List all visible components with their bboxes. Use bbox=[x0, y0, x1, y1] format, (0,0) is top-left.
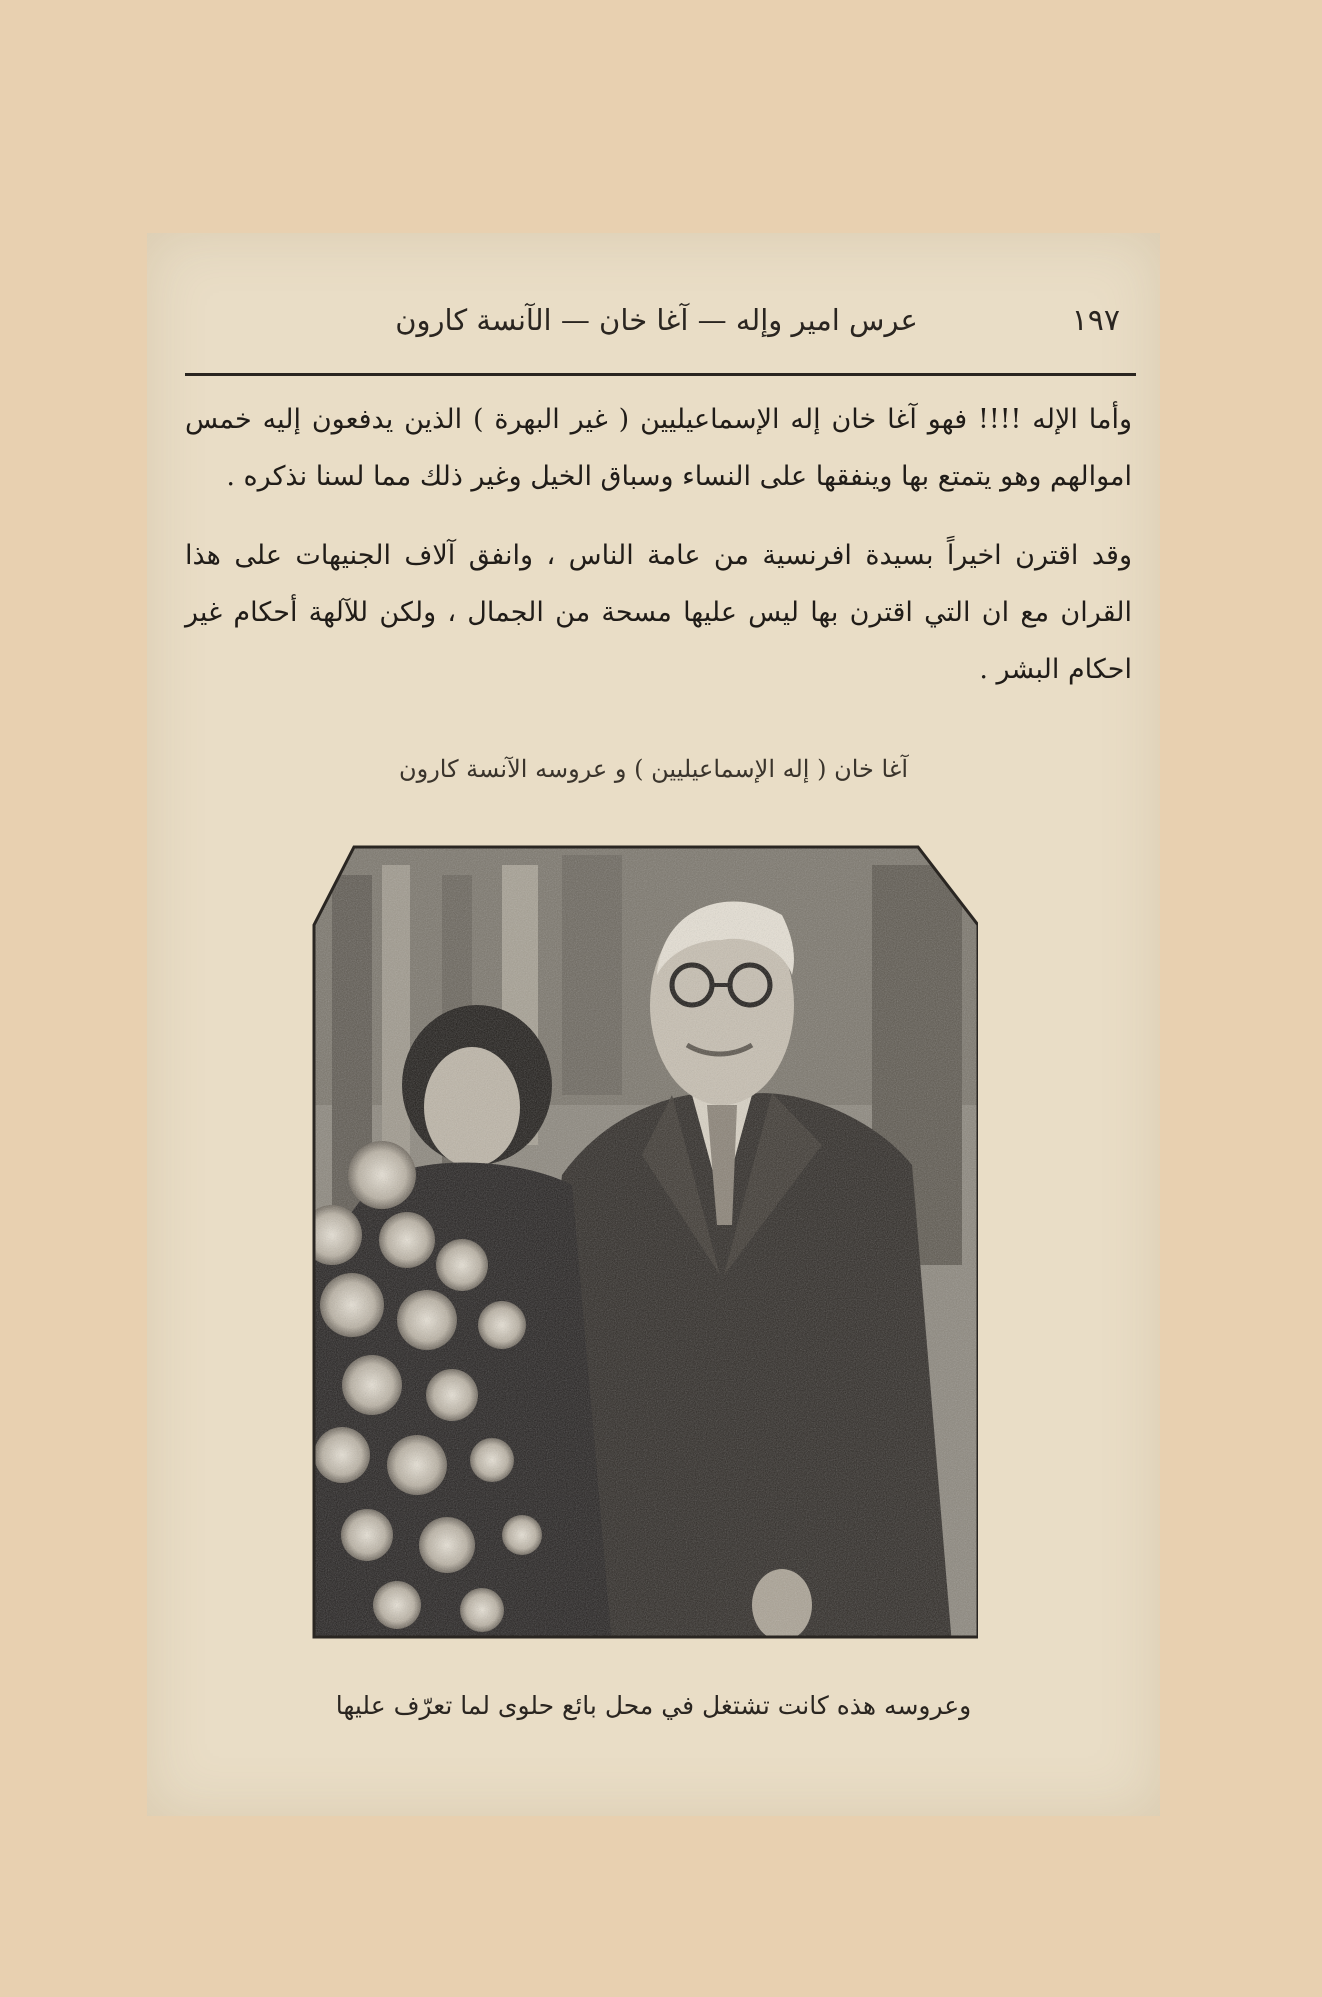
header-rule bbox=[185, 373, 1136, 376]
running-head-title: عرس امير وإله — آغا خان — الآنسة كارون bbox=[395, 303, 918, 337]
page-number: ١٩٧ bbox=[1071, 303, 1120, 338]
photo-heading: آغا خان ( إله الإسماعيليين ) و عروسه الآنسة كارون bbox=[398, 755, 909, 783]
scanned-page bbox=[147, 233, 1160, 1816]
body-text bbox=[185, 391, 1132, 720]
running-head bbox=[187, 303, 1126, 351]
photo-caption: وعروسه هذه كانت تشتغل في محل بائع حلوى لما تعرّف عليها bbox=[335, 1691, 972, 1720]
paragraph-2: وقد اقترن اخيراً بسيدة افرنسية من عامة الناس ، وانفق آلاف الجنيهات على هذا القران مع ان التي اقترن بها ليس عليها مسحة من الجمال ، ولكن للآلهة أحكام غير احكام البشر . bbox=[185, 540, 1132, 685]
halftone-photograph bbox=[312, 845, 978, 1645]
paragraph-1: وأما الإله !!!! فهو آغا خان إله الإسماعيليين ( غير البهرة ) الذين يدفعون إليه خمس اموالهم وهو يتمتع بها وينفقها على النساء وسباق الخيل وغير ذلك مما لسنا نذكره . bbox=[185, 404, 1132, 492]
